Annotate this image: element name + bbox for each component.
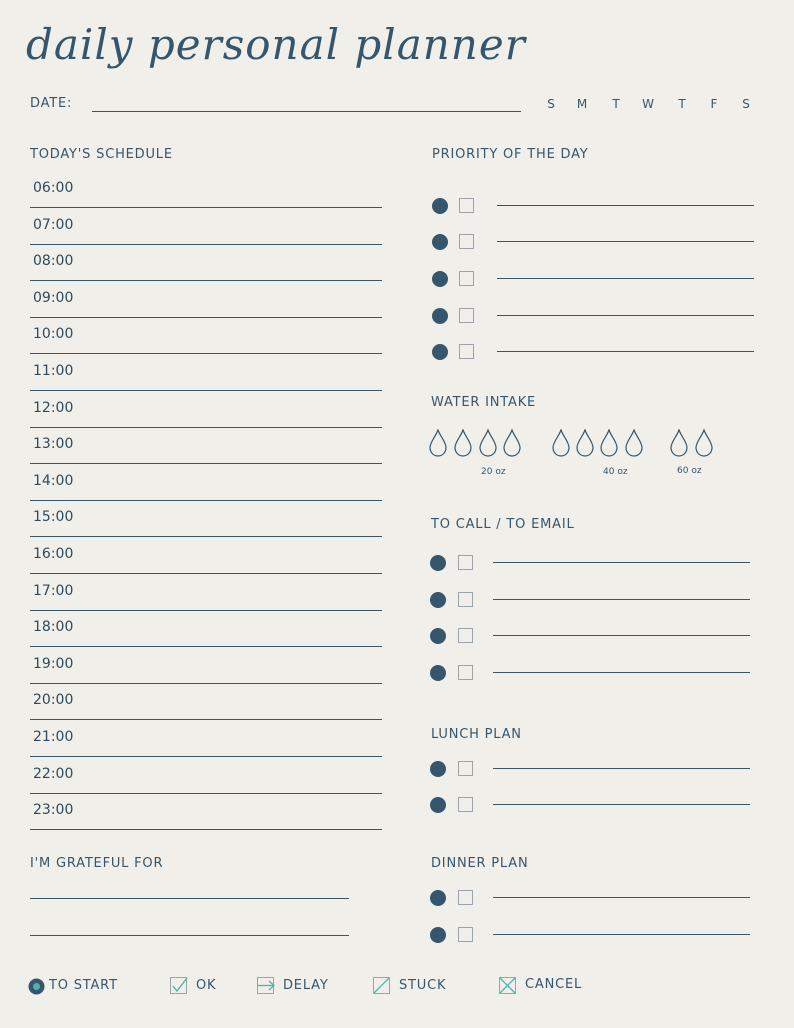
schedule-time: 21:00 xyxy=(33,729,74,745)
legend-to-start: TO START xyxy=(49,978,118,993)
date-line[interactable] xyxy=(92,111,521,112)
water-drop-icon[interactable] xyxy=(552,429,570,457)
schedule-heading: TODAY'S SCHEDULE xyxy=(30,147,173,162)
bullet-icon xyxy=(432,234,448,250)
day-thu[interactable]: T xyxy=(678,97,686,111)
checkbox[interactable] xyxy=(458,665,473,680)
entry-line[interactable] xyxy=(497,241,754,242)
grateful-line[interactable] xyxy=(30,898,349,899)
water-label-60: 60 oz xyxy=(677,466,702,476)
schedule-time: 13:00 xyxy=(33,436,74,452)
day-mon[interactable]: M xyxy=(576,97,588,111)
entry-line[interactable] xyxy=(493,635,750,636)
entry-line[interactable] xyxy=(493,768,750,769)
entry-line[interactable] xyxy=(493,599,750,600)
stuck-icon xyxy=(373,977,391,995)
bullet-icon xyxy=(430,890,446,906)
checkbox[interactable] xyxy=(458,797,473,812)
legend-ok: OK xyxy=(196,978,217,993)
schedule-line[interactable] xyxy=(30,280,382,281)
checkbox[interactable] xyxy=(459,344,474,359)
water-drop-icon[interactable] xyxy=(600,429,618,457)
schedule-line[interactable] xyxy=(30,427,382,428)
schedule-time: 14:00 xyxy=(33,473,74,489)
water-heading: WATER INTAKE xyxy=(431,395,537,410)
checkbox[interactable] xyxy=(459,271,474,286)
day-sat[interactable]: S xyxy=(742,97,750,111)
priority-heading: PRIORITY OF THE DAY xyxy=(432,147,589,162)
schedule-line[interactable] xyxy=(30,244,382,245)
entry-line[interactable] xyxy=(497,278,754,279)
bullet-icon xyxy=(430,628,446,644)
cancel-icon xyxy=(499,977,517,995)
checkbox[interactable] xyxy=(458,555,473,570)
schedule-line[interactable] xyxy=(30,610,382,611)
checkbox[interactable] xyxy=(458,761,473,776)
bullet-icon xyxy=(432,198,448,214)
bullet-icon xyxy=(430,927,446,943)
schedule-time: 17:00 xyxy=(33,583,74,599)
schedule-time: 20:00 xyxy=(33,692,74,708)
checkbox[interactable] xyxy=(458,628,473,643)
bullet-icon xyxy=(430,761,446,777)
checkbox[interactable] xyxy=(459,198,474,213)
bullet-icon xyxy=(430,665,446,681)
page-title: daily personal planner xyxy=(26,20,526,69)
schedule-time: 16:00 xyxy=(33,546,74,562)
schedule-time: 06:00 xyxy=(33,180,74,196)
checkbox[interactable] xyxy=(458,592,473,607)
legend-stuck: STUCK xyxy=(399,978,447,993)
schedule-time: 19:00 xyxy=(33,656,74,672)
water-label-20: 20 oz xyxy=(481,467,506,477)
schedule-time: 15:00 xyxy=(33,509,74,525)
date-label: DATE: xyxy=(30,96,73,111)
entry-line[interactable] xyxy=(497,351,754,352)
schedule-line[interactable] xyxy=(30,756,382,757)
schedule-line[interactable] xyxy=(30,829,382,830)
schedule-line[interactable] xyxy=(30,536,382,537)
entry-line[interactable] xyxy=(493,934,750,935)
water-drop-icon[interactable] xyxy=(503,429,521,457)
to-start-icon xyxy=(28,978,45,995)
grateful-heading: I'M GRATEFUL FOR xyxy=(30,856,164,871)
schedule-line[interactable] xyxy=(30,353,382,354)
entry-line[interactable] xyxy=(493,804,750,805)
bullet-icon xyxy=(430,555,446,571)
schedule-line[interactable] xyxy=(30,500,382,501)
dinner-heading: DINNER PLAN xyxy=(431,856,529,871)
water-drop-icon[interactable] xyxy=(454,429,472,457)
schedule-line[interactable] xyxy=(30,463,382,464)
schedule-time: 12:00 xyxy=(33,400,74,416)
water-drop-icon[interactable] xyxy=(625,429,643,457)
water-drop-icon[interactable] xyxy=(479,429,497,457)
grateful-line[interactable] xyxy=(30,935,349,936)
delay-icon xyxy=(257,977,276,995)
schedule-line[interactable] xyxy=(30,793,382,794)
schedule-line[interactable] xyxy=(30,646,382,647)
checkbox[interactable] xyxy=(458,890,473,905)
entry-line[interactable] xyxy=(493,897,750,898)
water-drop-icon[interactable] xyxy=(576,429,594,457)
bullet-icon xyxy=(432,308,448,324)
legend-delay: DELAY xyxy=(283,978,329,993)
entry-line[interactable] xyxy=(497,315,754,316)
checkbox[interactable] xyxy=(459,308,474,323)
day-wed[interactable]: W xyxy=(642,97,654,111)
bullet-icon xyxy=(430,797,446,813)
bullet-icon xyxy=(432,344,448,360)
lunch-heading: LUNCH PLAN xyxy=(431,727,522,742)
bullet-icon xyxy=(430,592,446,608)
schedule-line[interactable] xyxy=(30,390,382,391)
schedule-line[interactable] xyxy=(30,317,382,318)
schedule-time: 08:00 xyxy=(33,253,74,269)
schedule-time: 11:00 xyxy=(33,363,74,379)
schedule-time: 22:00 xyxy=(33,766,74,782)
schedule-time: 18:00 xyxy=(33,619,74,635)
water-label-40: 40 oz xyxy=(603,467,628,477)
schedule-line[interactable] xyxy=(30,207,382,208)
day-sun[interactable]: S xyxy=(547,97,555,111)
call-heading: TO CALL / TO EMAIL xyxy=(431,517,575,532)
day-fri[interactable]: F xyxy=(710,97,718,111)
water-drop-icon[interactable] xyxy=(670,429,688,457)
checkbox[interactable] xyxy=(458,927,473,942)
checkbox[interactable] xyxy=(459,234,474,249)
entry-line[interactable] xyxy=(497,205,754,206)
schedule-line[interactable] xyxy=(30,573,382,574)
schedule-time: 09:00 xyxy=(33,290,74,306)
bullet-icon xyxy=(432,271,448,287)
schedule-line[interactable] xyxy=(30,683,382,684)
entry-line[interactable] xyxy=(493,672,750,673)
schedule-time: 23:00 xyxy=(33,802,74,818)
legend-cancel: CANCEL xyxy=(525,977,583,992)
schedule-time: 07:00 xyxy=(33,217,74,233)
water-drop-icon[interactable] xyxy=(695,429,713,457)
ok-icon xyxy=(170,977,188,995)
water-drop-icon[interactable] xyxy=(429,429,447,457)
day-tue[interactable]: T xyxy=(612,97,620,111)
schedule-time: 10:00 xyxy=(33,326,74,342)
schedule-line[interactable] xyxy=(30,719,382,720)
entry-line[interactable] xyxy=(493,562,750,563)
